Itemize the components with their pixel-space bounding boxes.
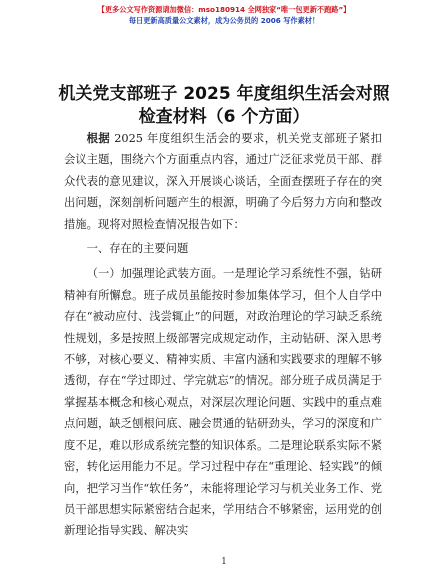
- document-title: 机关党支部班子 2025 年度组织生活会对照检查材料（6 个方面）: [58, 84, 390, 127]
- intro-text: 2025 年度组织生活会的要求，机关党支部班子紧扣会议主题，围绕六个方面重点内容，通过广泛征求党员干部、群众代表的意见建议，深入开展谈心谈话，全面查摆班子存在的突出问题，深刻剖析问题产生的根源，明确了今后努力方向和整改措施。现将对照检查情况报告如下：: [64, 132, 382, 231]
- promo-banner: [0, 0, 448, 26]
- promo-banner-line-1: 【更多公文写作资源请加微信：mso180914 全网独家“唯一包更新不跑路”】: [97, 5, 351, 14]
- body-paragraph: （一）加强理论武装方面。一是理论学习系统性不强，钻研精神有所懈怠。班子成员虽能按时参加集体学习，但个人自学中存在“被动应付、浅尝辄止”的问题，对政治理论的学习缺乏系统性规划，多是按照上级部署完成规定动作，主动钻研、深入思考不够，对核心要义、精神实质、丰富内涵和实践要求的理解不够透彻，存在“学过即过、学完就忘”的情况。部分班子成员满足于掌握基本概念和核心观点，对深层次理论问题、实践中的重点难点问题，缺乏刨根问底、融会贯通的钻研劲头，学习的深度和广度不足，难以形成系统完整的知识体系。二是理论联系实际不紧密，转化运用能力不足。学习过程中存在“重理论、轻实践”的倾向，把学习当作“软任务”，未能将理论学习与机关业务工作、党员干部思想实际紧密结合起来，学用结合不够紧密，运用党的创新理论指导实践、解决实: [64, 267, 382, 538]
- section-heading: 一、存在的主要问题: [86, 242, 189, 256]
- page-number: 1: [221, 557, 227, 567]
- document-body: [64, 128, 382, 542]
- promo-banner-line-2: 每日更新高质量公文素材，成为公务员的 2006 写作素材！: [128, 16, 320, 25]
- intro-lead: 根据: [86, 131, 111, 145]
- intro-paragraph: [64, 128, 382, 235]
